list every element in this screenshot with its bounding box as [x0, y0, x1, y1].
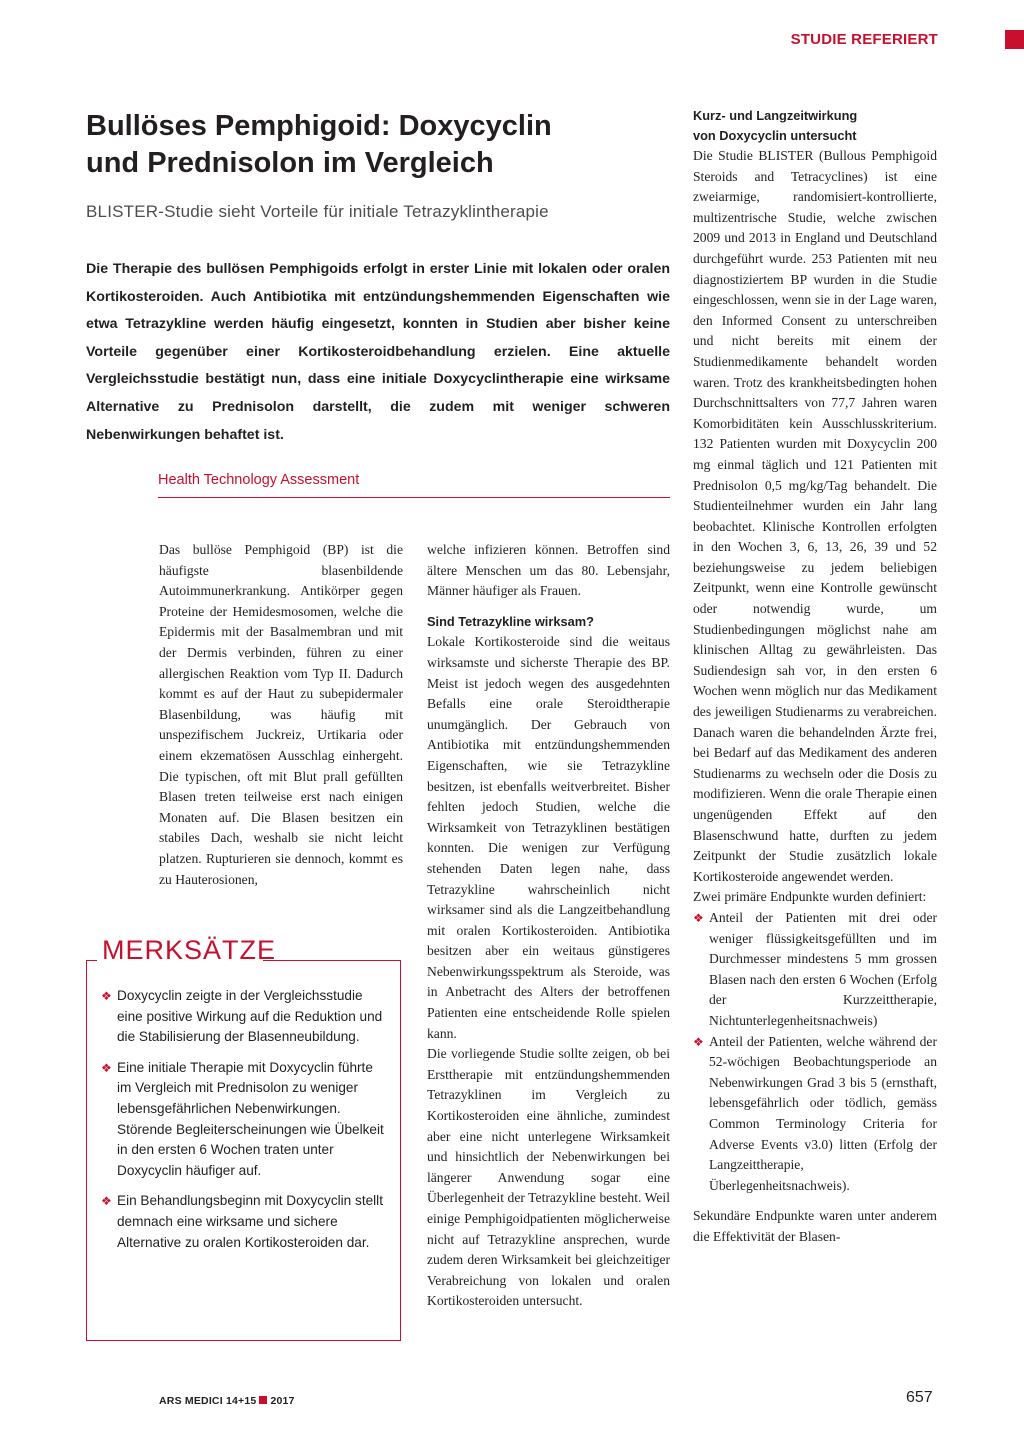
section-marker-square: [1005, 30, 1024, 49]
body-paragraph: Zwei primäre Endpunkte wurden definiert:: [693, 889, 927, 905]
source-label: Health Technology Assessment: [158, 472, 360, 488]
endpoint-text: Anteil der Patienten, welche während der 52-wöchigen Beobachtungsperiode an Nebenwirkungen Grad 3 bis 5 (ernsthaft, lebensgefährlich oder tödlich, gemäss Common Terminology Criteria for Adverse Events v3.0) litten (Erfolg der Langzeittherapie, Überlegenheitsnachweis).: [709, 1033, 937, 1193]
page-number: 657: [906, 1389, 933, 1406]
section-heading-line-2: von Doxycyclin untersucht: [693, 128, 857, 143]
section-heading-tetrazykline: Sind Tetrazykline wirksam?: [427, 613, 594, 629]
key-points-title: MERKSÄTZE: [102, 935, 277, 965]
diamond-bullet-icon: ❖: [101, 1194, 112, 1209]
diamond-bullet-icon: ❖: [693, 910, 704, 925]
key-point-text: Eine initiale Therapie mit Doxycyclin führte im Vergleich mit Prednisolon zu weniger lebensgefährlichen Nebenwirkungen. Störende Begleiterscheinungen wie Übelkeit in den ersten 6 Wochen traten unter Doxycyclin häufiger auf.: [117, 1059, 384, 1178]
section-label: STUDIE REFERIERT: [790, 31, 938, 48]
key-point-text: Ein Behandlungsbeginn mit Doxycyclin stellt demnach eine wirksame und sichere Alternative zu oralen Kortikosteroiden dar.: [117, 1193, 383, 1250]
body-column-right: [693, 106, 937, 1247]
body-column-middle: [427, 540, 670, 1312]
article-subtitle: BLISTER-Studie sieht Vorteile für initiale Tetrazyklintherapie: [86, 202, 549, 221]
footer-square-icon: [259, 1396, 267, 1404]
diamond-bullet-icon: ❖: [101, 1060, 112, 1075]
key-points-border-right: [263, 960, 401, 961]
key-points-border-left: [86, 960, 97, 961]
body-paragraph: Das bullöse Pemphigoid (BP) ist die häufigste blasenbildende Autoimmunerkrankung. Antikörper gegen Proteine der Hemidesmosomen, welche die Epidermis mit der Basalmembran und mit der Dermis verbinden, führen zu einer allergischen Reaktion vom Typ II. Dadurch kommt es auf der Haut zu subepidermaler Blasenbildung, was häufig mit unspezifischem Juckreiz, Urtikaria oder einem ekzematösen Ausschlag einhergeht. Die typischen, oft mit Blut prall gefüllten Blasen treten teilweise erst nach einigen Monaten auf. Die Blasen besitzen ein stabiles Dach, weshalb sie nicht leicht platzen. Rupturieren sie dennoch, kommt es zu Hauterosionen,: [159, 542, 403, 887]
body-paragraph: Die Studie BLISTER (Bullous Pemphigoid Steroids and Tetracyclines) ist eine zweiarmige, randomisiert-kontrollierte, multizentrische Studie, welche zwischen 2009 und 2013 in England und Deutschland durchgeführt wurde. 253 Patienten mit neu diagnostiziertem BP wurden in die Studie eingeschlossen, wenn sie in der Lage waren, den Informed Consent zu unterschreiben und nicht bereits mit einem der Studienmedikamente behandelt worden waren. Trotz des krankheitsbedingten hohen Durchschnittsalters von 77,7 Jahren waren Komorbiditäten kein Ausschlusskriterium. 132 Patienten wurden mit Doxycyclin 200 mg einmal täglich und 121 Patienten mit Prednisolon 0,5 mg/kg/Tag behandelt. Die Studienteilnehmer wurden ein Jahr lang beobachtet. Klinische Kontrollen erfolgten in den Wochen 3, 6, 13, 26, 39 und 52 beziehungsweise zu jedem beliebigen Zeitpunkt, wenn eine Kontrolle gewünscht oder notwendig wurde, um Studienbedingungen möglichst nahe am klinischen Alltag zu gewährleisten. Das Sudiendesign sah vor, in den ersten 6 Wochen wenn möglich nur das Medikament des jeweiligen Studienarms zu verabreichen. Danach waren die behandelnden Ärzte frei, bei Bedarf auf das Medikament des anderen Studienarms zu wechseln oder die Dosis zu modifizieren. Wenn die orale Therapie einen ungenügenden Effekt auf den Blasenschwund hatte, durften zu jedem Zeitpunkt der Studie zusätzlich lokale Kortikosteroide angewendet werden.: [693, 148, 937, 884]
footer-journal: [159, 1395, 295, 1407]
diamond-bullet-icon: ❖: [693, 1034, 704, 1049]
endpoint-list-item: [693, 1032, 937, 1197]
body-paragraph: welche infizieren können. Betroffen sind ältere Menschen um das 80. Lebensjahr, Männer häufiger als Frauen.: [427, 542, 670, 599]
diamond-bullet-icon: ❖: [101, 989, 112, 1003]
journal-year: 2017: [270, 1395, 295, 1407]
section-heading-kurz-langzeitwirkung: [693, 106, 937, 146]
key-point-item: [101, 1191, 386, 1253]
article-title-line-2: und Prednisolon im Vergleich: [86, 147, 494, 179]
spacer: [427, 602, 670, 612]
journal-name: ARS MEDICI 14+15: [159, 1395, 257, 1407]
body-column-left: [159, 540, 403, 890]
key-point-text: Doxycyclin zeigte in der Vergleichsstudie eine positive Wirkung auf die Reduktion und die Stabilisierung der Blasenneubildung.: [117, 988, 383, 1045]
spacer: [693, 1196, 937, 1206]
endpoint-list-item: [693, 908, 937, 1032]
article-lead: Die Therapie des bullösen Pemphigoids erfolgt in erster Linie mit lokalen oder oralen Kortikosteroiden. Auch Antibiotika mit entzündungshemmenden Eigenschaften wie etwa Tetrazykline werden häufig eingesetzt, konnten in Studien aber bisher keine Vorteile gegenüber einer Kortikosteroidbehandlung erzielen. Eine aktuelle Vergleichsstudie bestätigt nun, dass eine initiale Doxycyclintherapie eine wirksame Alternative zu Prednisolon darstellt, die zudem mit weniger schweren Nebenwirkungen behaftet ist.: [86, 261, 670, 443]
article-title: [86, 108, 686, 182]
body-paragraph: Die vorliegende Studie sollte zeigen, ob bei Ersttherapie mit entzündungshemmenden Tetrazyklinen im Vergleich zu Kortikosteroiden eine ähnliche, zumindest aber eine nicht unterlegene Wirksamkeit und hinsichtlich der Nebenwirkungen bei längerer Anwendung sogar eine Überlegenheit der Tetrazykline besteht. Weil einige Pemphigoidpatienten möglicherweise nicht auf Tetrazykline ansprechen, wurde zudem deren Wirksamkeit bei gleichzeitiger Verabreichung von lokalen und oralen Kortikosteroiden untersucht.: [427, 1046, 670, 1309]
key-point-item: [101, 1058, 386, 1182]
body-paragraph: Lokale Kortikosteroide sind die weitaus wirksamste und sicherste Therapie des BP. Meist ist jedoch wegen des ausgedehnten Befalls eine orale Steroidtherapie unumgänglich. Der Gebrauch von Antibiotika mit entzündungshemmenden Eigenschaften, wie sie Tetrazykline besitzen, ist ebenfalls weitverbreitet. Bisher fehlten jedoch Studien, welche die Wirksamkeit von Tetrazyklinen bestätigen konnten. Die wenigen zur Verfügung stehenden Daten legen nahe, dass Tetrazykline wahrscheinlich nicht wirksamer sind als die Langzeitbehandlung mit oralen Kortikosteroiden. Antibiotika besitzen aber ein weitaus günstigeres Nebenwirkungsspektrum als Steroide, was in Anbetracht des Alters der betroffenen Patienten eine entscheidende Rolle spielen kann.: [427, 634, 670, 1041]
article-title-line-1: Bullöses Pemphigoid: Doxycyclin: [86, 110, 552, 142]
source-divider: [158, 497, 670, 498]
section-heading-line-1: Kurz- und Langzeitwirkung: [693, 108, 858, 123]
key-point-item: [101, 986, 386, 1048]
endpoint-text: Anteil der Patienten mit drei oder weniger flüssigkeitsgefüllten und im Durchmesser mindestens 5 mm grossen Blasen nach den ersten 6 Wochen (Erfolg der Kurzzeittherapie, Nichtunterlegenheitsnachweis): [709, 909, 937, 1028]
key-points-list: [101, 986, 386, 1263]
body-paragraph: Sekundäre Endpunkte waren unter anderem die Effektivität der Blasen-: [693, 1208, 937, 1244]
